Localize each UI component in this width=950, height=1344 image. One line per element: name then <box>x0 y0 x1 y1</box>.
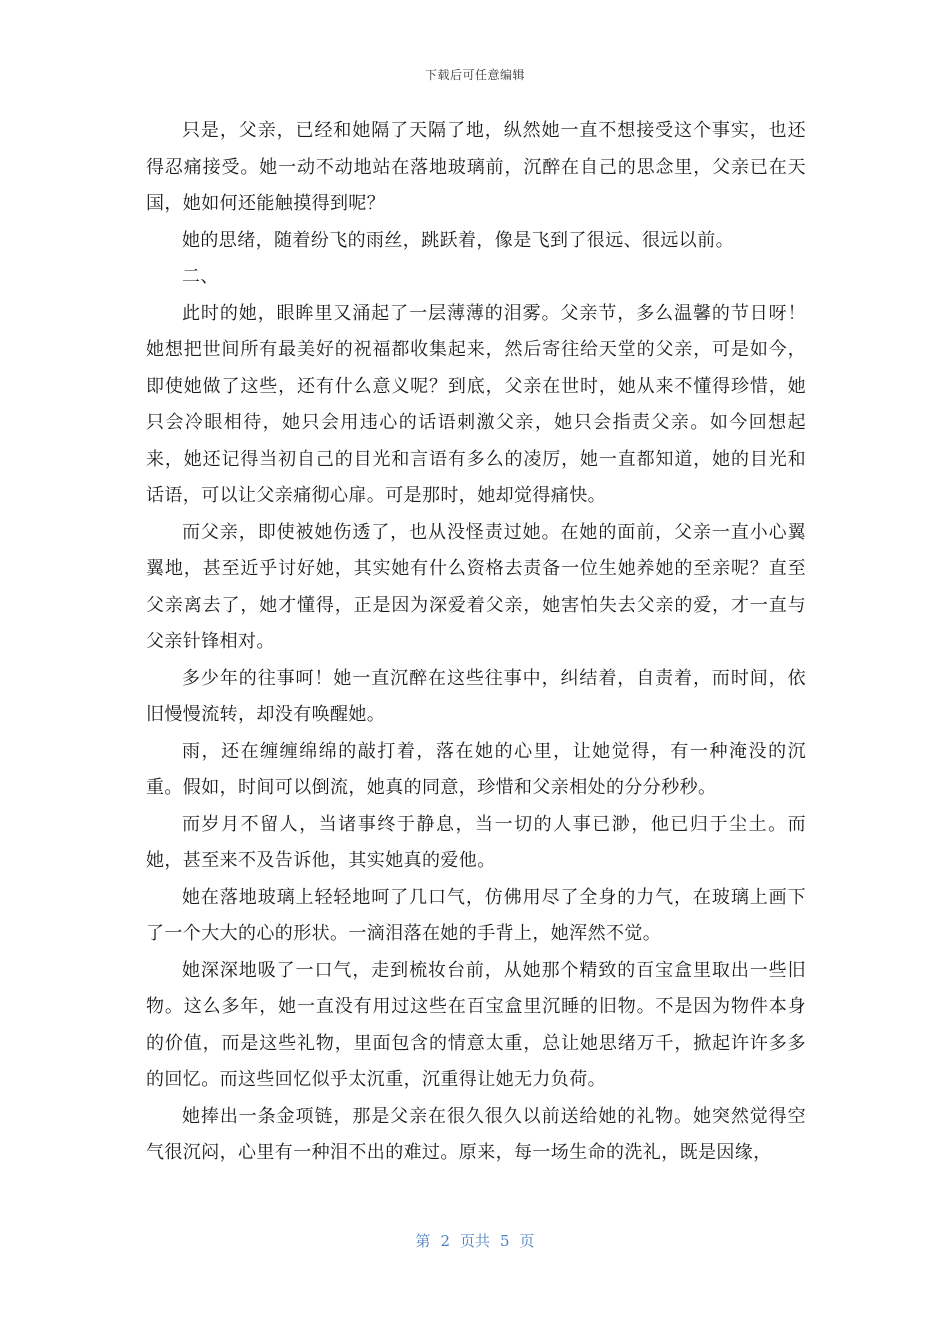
section-heading: 二、 <box>182 266 219 287</box>
current-page-number: 2 <box>440 1232 450 1250</box>
paragraph: 她的思绪，随着纷飞的雨丝，跳跃着，像是飞到了很远、很远以前。 <box>182 229 734 251</box>
paragraph: 她捧出一条金项链，那是父亲在很久很久以前送给她的礼物。她突然觉得空气很沉闷，心里有一种泪不出的难过。原来，每一场生命的洗礼，既是因缘， <box>146 1105 806 1163</box>
page-header: 下载后可任意编辑 <box>424 68 525 82</box>
paragraph: 此时的她，眼眸里又涌起了一层薄薄的泪雾。父亲节，多么温馨的节日呀！她想把世间所有最美好的祝福都收集起来，然后寄往给天堂的父亲，可是如今，即使她做了这些，还有什么意义呢？到底，父亲在世时，她从来不懂得珍惜，她只会冷眼相待，她只会用违心的话语刺激父亲，她只会指责父亲。如今回想起来，她还记得当初自己的目光和言语有多么的凌厉，她一直都知道，她的目光和话语，可以让父亲痛彻心扉。可是那时，她却觉得痛快。 <box>146 302 806 506</box>
paragraph: 而父亲，即使被她伤透了，也从没怪责过她。在她的面前，父亲一直小心翼翼地，甚至近乎讨好她，其实她有什么资格去责备一位生她养她的至亲呢？直至父亲离去了，她才懂得，正是因为深爱着父亲，她害怕失去父亲的爱，才一直与父亲针锋相对。 <box>146 521 806 652</box>
paragraph: 雨，还在缠缠绵绵的敲打着，落在她的心里，让她觉得，有一种淹没的沉重。假如，时间可以倒流，她真的同意，珍惜和父亲相处的分分秒秒。 <box>146 740 806 798</box>
paragraph: 而岁月不留人，当诸事终于静息，当一切的人事已渺，他已归于尘土。而她，甚至来不及告诉他，其实她真的爱他。 <box>146 813 806 871</box>
paragraph: 只是，父亲，已经和她隔了天隔了地，纵然她一直不想接受这个事实，也还得忍痛接受。她一动不动地站在落地玻璃前，沉醉在自己的思念里，父亲已在天国，她如何还能触摸得到呢？ <box>146 120 806 214</box>
paragraph: 她深深地吸了一口气，走到梳妆台前，从她那个精致的百宝盒里取出一些旧物。这么多年，她一直没有用过这些在百宝盒里沉睡的旧物。不是因为物件本身的价值，而是这些礼物，里面包含的情意太重，总让她思绪万千，掀起许许多多的回忆。而这些回忆似乎太沉重，沉重得让她无力负荷。 <box>146 959 806 1090</box>
page-footer <box>0 1230 950 1251</box>
paragraph: 多少年的往事呵！她一直沉醉在这些往事中，纠结着，自责着，而时间，依旧慢慢流转，却没有唤醒她。 <box>146 667 806 725</box>
page-suffix: 页 <box>519 1232 535 1250</box>
document-body <box>146 113 806 1172</box>
page-prefix: 第 <box>415 1232 431 1250</box>
paragraph: 她在落地玻璃上轻轻地呵了几口气，仿佛用尽了全身的力气，在玻璃上画下了一个大大的心的形状。一滴泪落在她的手背上，她浑然不觉。 <box>146 886 806 944</box>
page-middle: 页共 <box>459 1232 490 1250</box>
total-pages-number: 5 <box>500 1232 510 1250</box>
